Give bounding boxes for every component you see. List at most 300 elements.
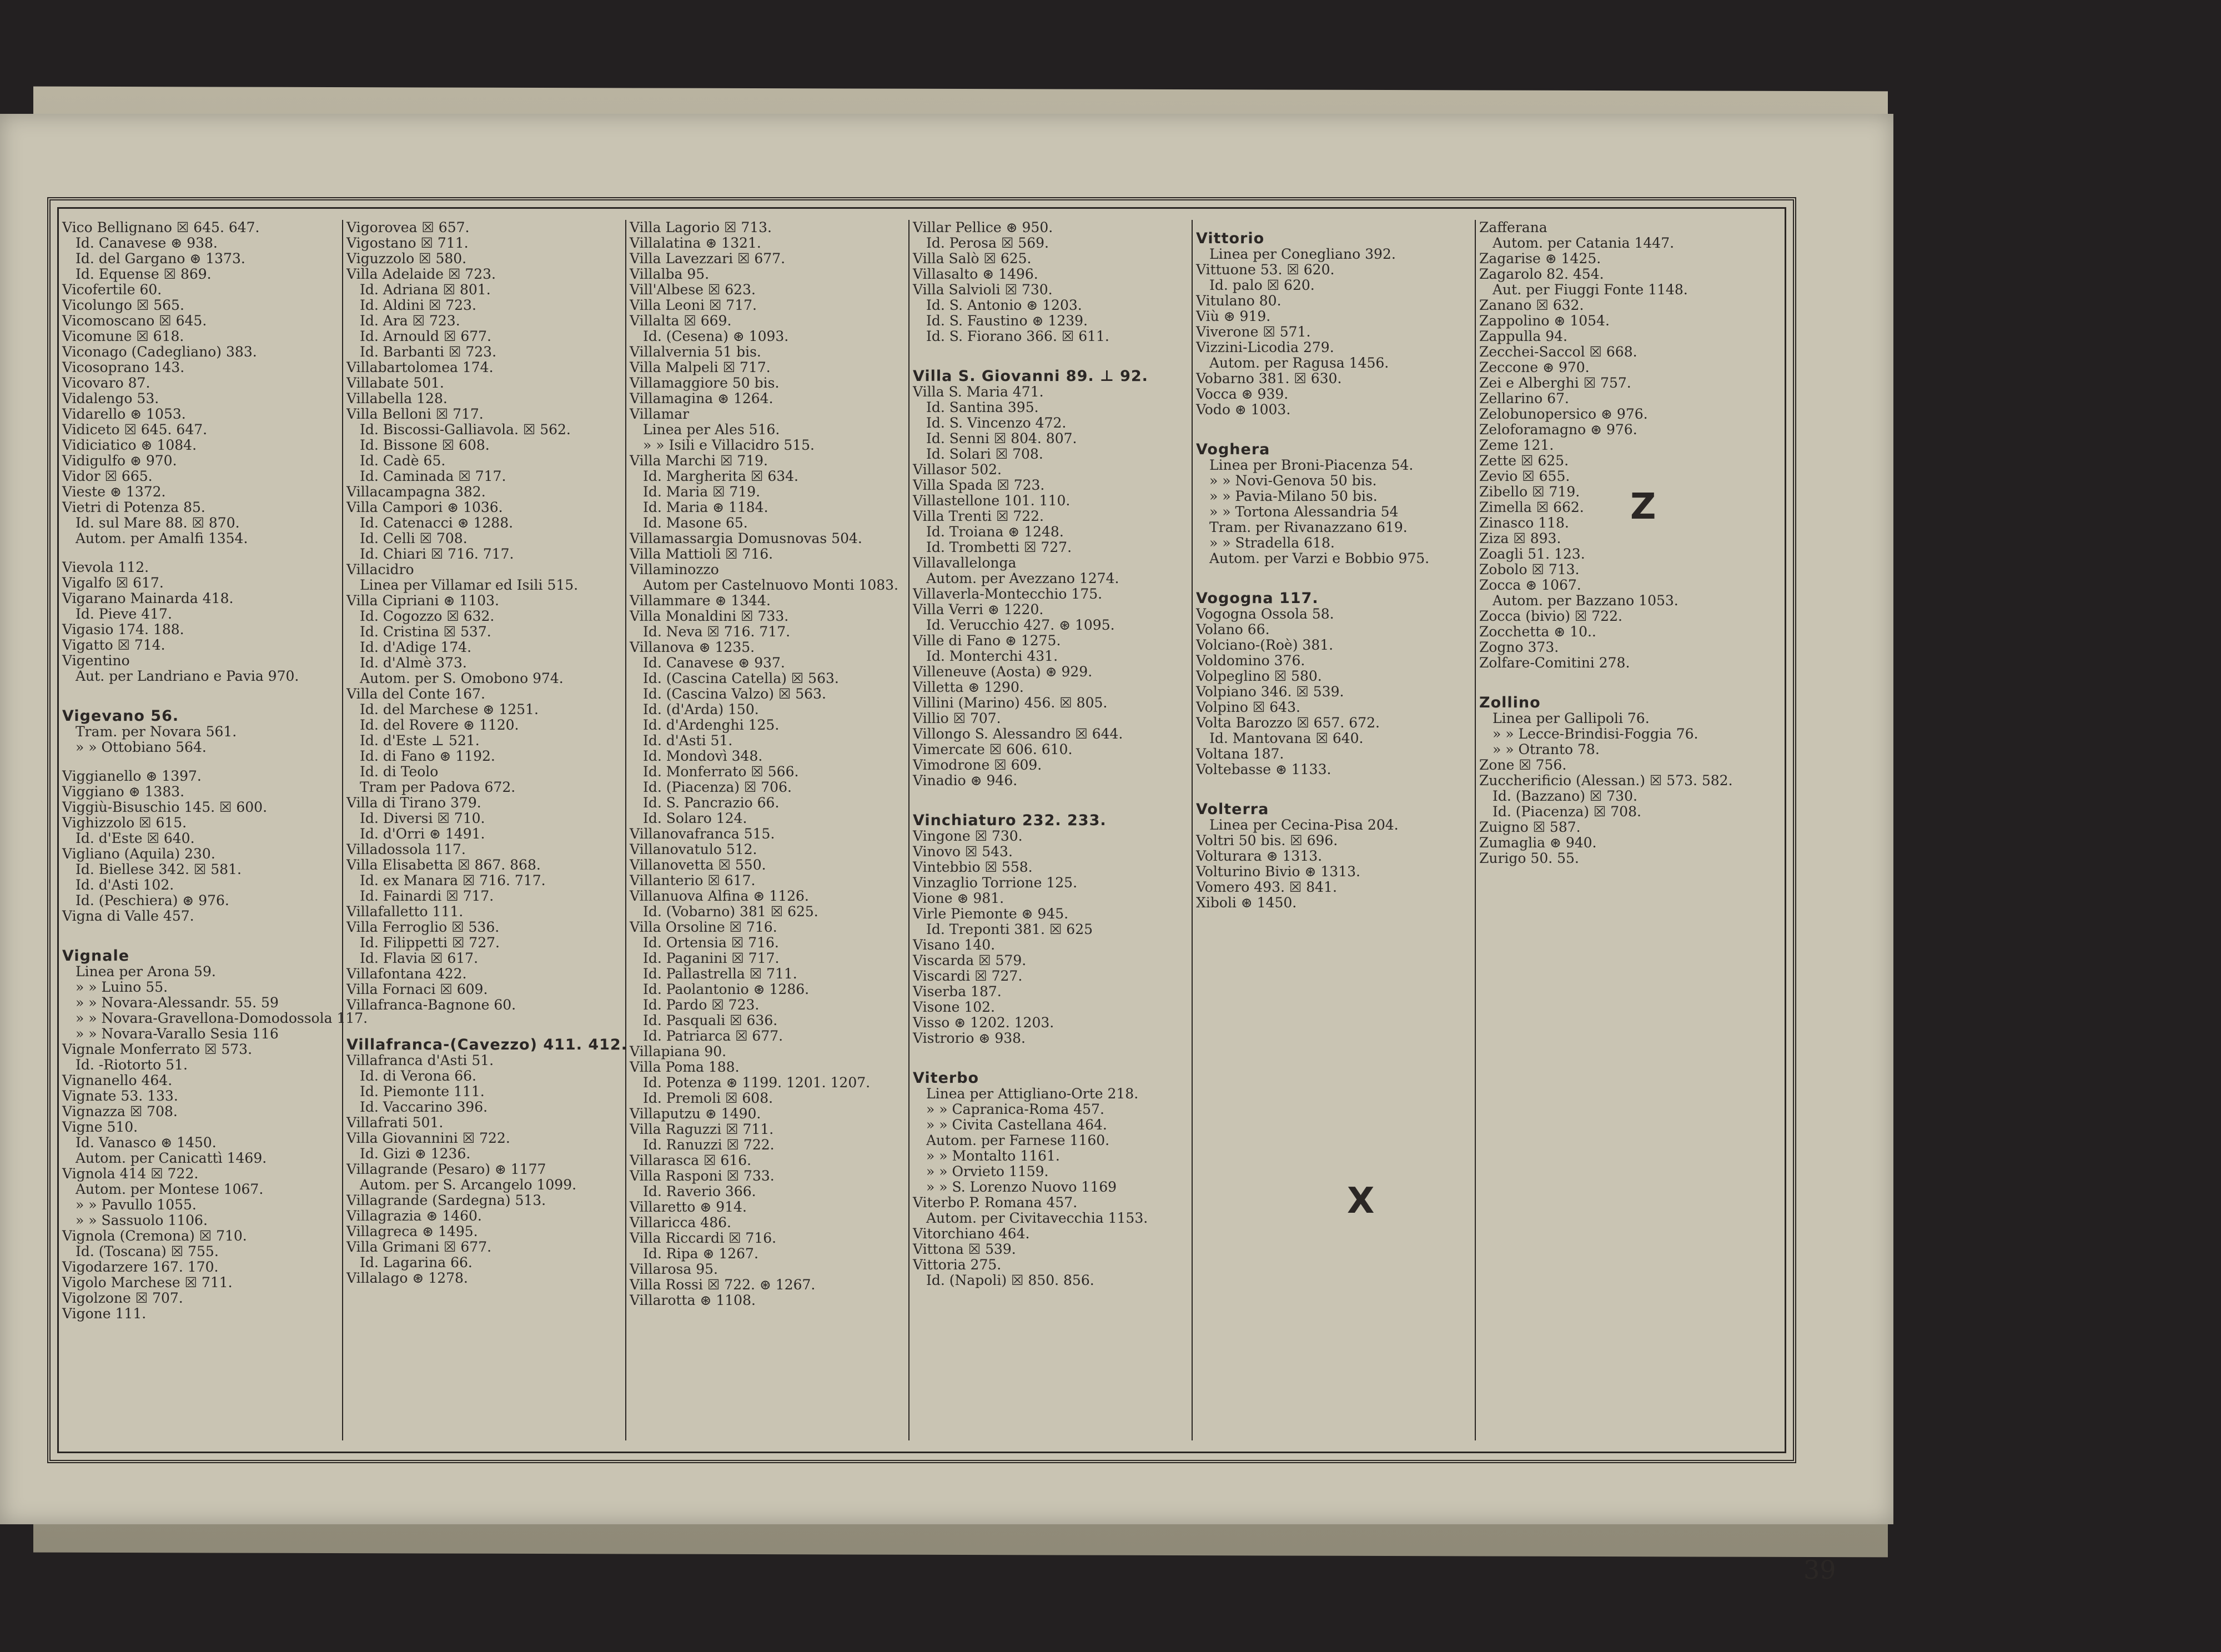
index-entry: Id. (Cesena) ⊛ 1093. [643,328,789,344]
index-entry: Autom. per Avezzano 1274. [926,570,1119,586]
index-entry: Voltana 187. [1196,746,1284,762]
index-entry: » » Lecce-Brindisi-Foggia 76. [1493,726,1699,742]
index-entry: Viserba 187. [913,983,1002,1000]
index-entry: Viscarda ☒ 579. [913,952,1027,968]
index-entry: Zolfare-Comitini 278. [1479,655,1630,671]
index-entry: Voghera [1196,441,1270,458]
index-entry: Villa Mattioli ☒ 716. [630,546,773,562]
index-entry: Tram. per Novara 561. [76,724,237,740]
index-entry: Autom. per Varzi e Bobbio 975. [1209,550,1430,566]
index-entry: Vigne 510. [62,1119,138,1135]
index-entry: Vigalfo ☒ 617. [62,575,164,591]
index-entry: Zecchei-Saccol ☒ 668. [1479,344,1637,360]
index-entry: Villa Orsoline ☒ 716. [630,919,777,935]
index-entry: Vocca ⊛ 939. [1196,386,1289,402]
index-entry: Id. Patriarca ☒ 677. [643,1028,783,1044]
index-entry: Zappulla 94. [1479,328,1567,344]
index-entry: Zibello ☒ 719. [1479,484,1580,500]
index-entry: Vigodarzere 167. 170. [62,1259,219,1275]
index-entry: Villarasca ☒ 616. [630,1152,752,1168]
index-entry: Vieste ⊛ 1372. [62,484,166,500]
index-entry: Viscardi ☒ 727. [913,968,1023,984]
index-entry: Autom per Castelnuovo Monti 1083. [643,577,898,593]
index-entry: Vigolzone ☒ 707. [62,1290,183,1306]
index-entry: Visone 102. [913,999,995,1015]
index-entry: Id. Ranuzzi ☒ 722. [643,1137,775,1153]
index-entry: Vitulano 80. [1196,293,1282,309]
index-entry: Zollino [1479,694,1541,711]
index-entry: Villagrazia ⊛ 1460. [346,1208,482,1224]
index-entry: Volterra [1196,801,1269,818]
index-entry: Zuigno ☒ 587. [1479,819,1581,835]
index-entry: Zumaglia ⊛ 940. [1479,835,1597,851]
index-entry: Villafontana 422. [346,966,467,982]
index-entry: Vittona ☒ 539. [913,1241,1016,1257]
index-entry: Villaminozzo [630,561,719,578]
index-entry: Id. Lagarina 66. [360,1254,473,1271]
index-entry: Autom. per Amalfi 1354. [76,530,248,546]
index-entry: Viguzzolo ☒ 580. [346,250,467,267]
index-entry: Id. d'Adige 174. [360,639,472,655]
index-entry: Id. (Cascina Catella) ☒ 563. [643,670,839,686]
spacer [913,344,1183,358]
index-entry: Zette ☒ 625. [1479,453,1569,469]
index-entry: Id. S. Faustino ⊛ 1239. [926,313,1088,329]
index-entry: Viggiù-Bisuschio 145. ☒ 600. [62,799,268,815]
index-entry: Autom. per S. Omobono 974. [360,670,564,686]
index-frame [47,197,1796,1463]
index-entry: Id. Arnould ☒ 677. [360,328,491,344]
index-entry: Viggiano ⊛ 1383. [62,784,185,800]
index-entry: Autom. per Montese 1067. [76,1181,264,1197]
index-entry: » » Novara-Varallo Sesia 116 [76,1026,279,1042]
index-entry: Id. Monterchi 431. [926,648,1058,664]
index-entry: Villa Spada ☒ 723. [913,477,1045,493]
spacer [62,924,333,937]
index-entry: Autom. per Catania 1447. [1493,235,1675,251]
index-entry: Villabella 128. [346,390,448,406]
index-entry: Villagrande (Pesaro) ⊛ 1177 [346,1161,546,1177]
index-entry: Id. Bissone ☒ 608. [360,437,490,453]
index-entry: Autom. per Farnese 1160. [926,1132,1110,1148]
index-entry: Viterbo [913,1069,979,1087]
index-entry: Vinzaglio Torrione 125. [913,875,1078,891]
index-entry: Id. Cadè 65. [360,453,446,469]
index-entry: Vomero 493. ☒ 841. [1196,879,1337,895]
index-entry: Vigliano (Aquila) 230. [62,846,215,862]
index-entry: Vidalengo 53. [62,390,159,406]
index-entry: Villamagina ⊛ 1264. [630,390,773,406]
index-entry: Id. Equense ☒ 869. [76,266,212,282]
index-entry: Id. Solaro 124. [643,810,747,826]
index-entry: Villafrati 501. [346,1114,444,1131]
index-entry: Autom. per Ragusa 1456. [1209,355,1389,371]
index-entry: Id. Fainardi ☒ 717. [360,888,494,904]
index-entry: Zei e Alberghi ☒ 757. [1479,375,1631,391]
index-entry: Vicovaro 87. [62,375,150,391]
index-entry: Autom. per Canicattì 1469. [76,1150,267,1166]
index-column-1 [59,219,368,1440]
index-entry: Vicomune ☒ 618. [62,328,184,344]
index-column-3 [625,220,903,1440]
index-entry: Vittuone 53. ☒ 620. [1196,262,1335,278]
index-entry: Id. Margherita ☒ 634. [643,468,798,484]
index-entry: » » Pavullo 1055. [76,1197,197,1213]
index-entry: Id. Treponti 381. ☒ 625 [926,921,1093,937]
index-entry: Zeme 121. [1479,437,1554,453]
index-entry: Villavallelonga [913,555,1017,571]
index-entry: Id. Canavese ⊛ 938. [76,235,218,251]
index-entry: Id. (Peschiera) ⊛ 976. [76,892,229,908]
index-entry: Id. Aldini ☒ 723. [360,297,476,313]
index-entry: Zuccherificio (Alessan.) ☒ 573. 582. [1479,772,1733,789]
index-entry: Villalba 95. [630,266,710,282]
index-entry: Id. Piemonte 111. [360,1083,485,1099]
spacer [913,789,1183,802]
index-entry: Vigentino [62,652,130,669]
index-entry: Villa Salò ☒ 625. [913,250,1032,267]
index-entry: Id. Catenacci ⊛ 1288. [360,515,514,531]
index-entry: » » Capranica-Roma 457. [926,1101,1104,1117]
spacer [1196,418,1466,431]
spacer [62,684,333,697]
index-entry: Volturino Bivio ⊛ 1313. [1196,863,1360,880]
index-entry: Villammare ⊛ 1344. [630,592,771,609]
index-entry: Xiboli ⊛ 1450. [1196,895,1297,911]
section-letter-z: Z [1630,486,1656,528]
index-entry: Villa Poma 188. [630,1059,740,1075]
index-entry: Villa Verri ⊛ 1220. [913,601,1044,617]
index-entry: Autom. per Bazzano 1053. [1493,592,1679,609]
index-entry: Villalago ⊛ 1278. [346,1270,468,1286]
index-entry: Zocchetta ⊛ 10.. [1479,624,1596,640]
index-entry: Villapiana 90. [630,1043,727,1060]
index-entry: Vogogna Ossola 58. [1196,606,1334,622]
index-entry: » » Ottobiano 564. [76,739,207,755]
index-entry: Villongo S. Alessandro ☒ 644. [913,726,1123,742]
index-entry: Id. d'Este ⊥ 521. [360,732,480,749]
index-entry: Villanterio ☒ 617. [630,872,756,888]
index-entry: Villagrande (Sardegna) 513. [346,1192,546,1208]
index-entry: Villa Leoni ☒ 717. [630,297,757,313]
index-entry: Id. Pallastrella ☒ 711. [643,966,797,982]
index-entry: Zafferana [1479,219,1547,235]
index-entry: Id. S. Vincenzo 472. [926,415,1067,431]
index-entry: Volciano-(Roè) 381. [1196,637,1334,653]
index-entry: Id. Maria ⊛ 1184. [643,499,768,515]
index-entry: Id. Masone 65. [643,515,748,531]
index-entry: Linea per Cecina-Pisa 204. [1209,817,1399,833]
index-entry: Villasor 502. [913,461,1002,478]
index-entry: Villanovafranca 515. [630,826,775,842]
index-entry: Villafranca-Bagnone 60. [346,997,516,1013]
index-entry: Id. Troiana ⊛ 1248. [926,524,1064,540]
index-entry: Vico Bellignano ☒ 645. 647. [62,219,260,235]
index-entry: Vigolo Marchese ☒ 711. [62,1274,233,1291]
index-entry: Villa S. Giovanni 89. ⊥ 92. [913,368,1148,385]
index-entry: Villaretto ⊛ 914. [630,1199,747,1215]
index-entry: Id. S. Fiorano 366. ☒ 611. [926,328,1109,344]
index-entry: Visso ⊛ 1202. 1203. [913,1015,1054,1031]
spacer [913,1046,1183,1060]
index-entry: Villalta ☒ 669. [630,313,732,329]
index-entry: Vimercate ☒ 606. 610. [913,741,1073,757]
index-entry: Vigevano 56. [62,707,179,725]
index-entry: » » Orvieto 1159. [926,1163,1049,1179]
index-entry: Vighizzolo ☒ 615. [62,815,187,831]
index-entry: Vicomoscano ☒ 645. [62,313,207,329]
index-entry: » » Isili e Villacidro 515. [643,437,815,453]
index-entry: Viterbo P. Romana 457. [913,1194,1078,1211]
index-entry: Id. Verucchio 427. ⊛ 1095. [926,617,1115,633]
index-entry: Vodo ⊛ 1003. [1196,401,1291,418]
index-entry: Viconago (Cadegliano) 383. [62,344,257,360]
index-entry: Id. Chiari ☒ 716. 717. [360,546,514,562]
index-entry: Villamassargia Domusnovas 504. [630,530,862,546]
index-entry: Vistrorio ⊛ 938. [913,1030,1026,1046]
index-entry: Vievola 112. [62,559,149,575]
index-entry: Villasalto ⊛ 1496. [913,266,1038,282]
index-entry: Vignazza ☒ 708. [62,1103,178,1119]
index-entry: Vintebbio ☒ 558. [913,859,1033,875]
index-entry: Villa Marchi ☒ 719. [630,453,768,469]
index-entry: Villanovetta ☒ 550. [630,857,766,873]
index-entry: Zevio ☒ 655. [1479,468,1570,484]
index-entry: Volpino ☒ 643. [1196,699,1300,715]
index-entry: Zimella ☒ 662. [1479,499,1584,515]
index-column-5 [1192,220,1469,1440]
index-entry: Voltebasse ⊛ 1133. [1196,761,1331,777]
index-entry: Id. del Marchese ⊛ 1251. [360,701,539,717]
index-entry: Villaputzu ⊛ 1490. [630,1106,761,1122]
index-entry: Villacampagna 382. [346,484,486,500]
index-entry: Vingone ☒ 730. [913,828,1023,844]
index-entry: Id. Potenza ⊛ 1199. 1201. 1207. [643,1074,871,1091]
index-entry: Villanova ⊛ 1235. [630,639,755,655]
index-entry: Vignola 414 ☒ 722. [62,1166,199,1182]
index-entry: Vinadio ⊛ 946. [913,772,1018,789]
spacer [62,755,333,769]
index-entry: Villarosa 95. [630,1261,718,1277]
index-entry: Vimodrone ☒ 609. [913,757,1042,773]
index-entry: Id. Pardo ☒ 723. [643,997,760,1013]
index-entry: Villa S. Maria 471. [913,384,1044,400]
index-entry: Linea per Ales 516. [643,421,780,438]
index-entry: Vitorchiano 464. [913,1226,1030,1242]
index-entry: Id. d'Orri ⊛ 1491. [360,826,485,842]
index-entry: Id. di Teolo [360,764,439,780]
index-entry: Vittoria 275. [913,1257,1002,1273]
index-entry: Villa Cipriani ⊛ 1103. [346,592,499,609]
index-entry: Id. Pieve 417. [76,606,172,622]
index-column-4 [908,220,1186,1440]
index-entry: Id. Paolantonio ⊛ 1286. [643,981,810,997]
index-entry: Linea per Attigliano-Orte 218. [926,1086,1139,1102]
index-entry: Voltri 50 bis. ☒ 696. [1196,832,1338,848]
index-entry: Villa Rossi ☒ 722. ⊛ 1267. [630,1277,816,1293]
index-entry: Linea per Arona 59. [76,963,216,980]
index-entry: Vicofertile 60. [62,282,162,298]
index-entry: Vignale Monferrato ☒ 573. [62,1041,253,1057]
index-entry: Vigone 111. [62,1305,147,1322]
index-entry: Id. di Fano ⊛ 1192. [360,748,495,764]
index-entry: Zelobunopersico ⊛ 976. [1479,406,1648,422]
index-entry: Autom. per S. Arcangelo 1099. [360,1177,577,1193]
index-entry: Villamar [630,406,690,422]
index-entry: Villabate 501. [346,375,444,391]
index-frame-inner [57,207,1786,1453]
book-page [0,114,1893,1585]
index-entry: Id. S. Pancrazio 66. [643,795,780,811]
index-entry: Id. di Verona 66. [360,1068,476,1084]
index-entry: Aut. per Fiuggi Fonte 1148. [1493,282,1688,298]
index-entry: Vidigulfo ⊛ 970. [62,453,177,469]
index-entry: Tram. per Rivanazzano 619. [1209,519,1408,535]
page-number: 39 [1803,1555,1836,1585]
index-entry: Villafranca-(Cavezzo) 411. 412. [346,1036,627,1053]
index-entry: Id. Caminada ☒ 717. [360,468,506,484]
index-entry: Id. Gizi ⊛ 1236. [360,1146,471,1162]
index-entry: Villa di Tirano 379. [346,795,481,811]
index-entry: Zocca (bivio) ☒ 722. [1479,608,1622,624]
index-entry: Villini (Marino) 456. ☒ 805. [913,695,1108,711]
index-entry: Viggianello ⊛ 1397. [62,768,202,784]
index-entry: Vill'Albese ☒ 623. [630,282,756,298]
index-entry: » » Luino 55. [76,979,168,995]
index-entry: Id. Pasquali ☒ 636. [643,1012,778,1028]
index-entry: Vigarano Mainarda 418. [62,590,234,606]
index-entry: Virle Piemonte ⊛ 945. [913,906,1069,922]
index-entry: » » Pavia-Milano 50 bis. [1209,488,1378,504]
index-entry: Id. Canavese ⊛ 937. [643,655,785,671]
index-entry: Id. Neva ☒ 716. 717. [643,624,791,640]
index-column-2 [342,219,627,1440]
index-entry: Id. Paganini ☒ 717. [643,950,780,966]
index-entry: Vione ⊛ 981. [913,890,1004,906]
index-entry: » » Otranto 78. [1493,741,1600,757]
index-entry: Id. (Bazzano) ☒ 730. [1493,788,1637,804]
index-entry: Zellarino 67. [1479,390,1569,406]
index-entry: Linea per Broni-Piacenza 54. [1209,457,1414,473]
index-entry: Id. Raverio 366. [643,1183,756,1199]
index-entry: Ziza ☒ 893. [1479,530,1561,546]
index-entry: Villa Trenti ☒ 722. [913,508,1044,524]
index-entry: Ville di Fano ⊛ 1275. [913,632,1061,649]
index-entry: Vigasio 174. 188. [62,621,184,637]
index-entry: Vigatto ☒ 714. [62,637,165,653]
index-entry: Vignola (Cremona) ☒ 710. [62,1228,247,1244]
index-entry: Vizzini-Licodia 279. [1196,339,1334,355]
index-entry: Id. (Piacenza) ☒ 706. [643,779,792,795]
index-entry: Villa Belloni ☒ 717. [346,406,484,422]
index-entry: Villa Elisabetta ☒ 867. 868. [346,857,541,873]
spacer [62,546,333,560]
index-entry: Villagreca ⊛ 1495. [346,1223,478,1239]
index-entry: Vigna di Valle 457. [62,908,194,924]
index-entry: Id. Celli ☒ 708. [360,530,468,546]
index-entry: » » Montalto 1161. [926,1148,1060,1164]
index-entry: Villaverla-Montecchio 175. [913,586,1103,602]
index-entry: Id. Premoli ☒ 608. [643,1090,773,1106]
index-entry: Vinchiaturo 232. 233. [913,812,1107,829]
index-entry: Villa del Conte 167. [346,686,485,702]
index-entry: Id. (Vobarno) 381 ☒ 625. [643,903,818,920]
index-entry: Id. (Toscana) ☒ 755. [76,1243,219,1259]
index-entry: Villafranca d'Asti 51. [346,1052,494,1068]
index-entry: Villamaggiore 50 bis. [630,375,780,391]
index-entry: Id. ex Manara ☒ 716. 717. [360,872,546,888]
index-entry: Villa Fornaci ☒ 609. [346,981,488,997]
index-entry: Vobarno 381. ☒ 630. [1196,370,1342,386]
index-entry: Villafalletto 111. [346,903,464,920]
index-entry: Id. Vaccarino 396. [360,1099,488,1115]
index-entry: Linea per Villamar ed Isili 515. [360,577,579,593]
index-entry: Id. (Napoli) ☒ 850. 856. [926,1272,1094,1288]
index-entry: Tram per Padova 672. [360,779,516,795]
spacer [1479,671,1782,684]
index-entry: Id. del Rovere ⊛ 1120. [360,717,519,733]
index-entry: Zobolo ☒ 713. [1479,561,1580,578]
index-entry: Villa Lagorio ☒ 713. [630,219,772,235]
index-entry: Villadossola 117. [346,841,466,857]
index-entry: » » Civita Castellana 464. [926,1117,1107,1133]
index-entry: Volpeglino ☒ 580. [1196,668,1322,684]
index-entry: Villastellone 101. 110. [913,493,1071,509]
index-entry: Villanovatulo 512. [630,841,757,857]
index-entry: Villalatina ⊛ 1321. [630,235,761,251]
index-entry: Linea per Conegliano 392. [1209,246,1396,262]
index-entry: Villa Raguzzi ☒ 711. [630,1121,774,1137]
index-entry: Id. Flavia ☒ 617. [360,950,479,966]
index-entry: Zanano ☒ 632. [1479,297,1584,313]
index-entry: Vigorovea ☒ 657. [346,219,470,235]
index-entry: Id. sul Mare 88. ☒ 870. [76,515,240,531]
index-entry: Id. Santina 395. [926,399,1039,415]
index-entry: » » Tortona Alessandria 54 [1209,504,1399,520]
index-entry: Id. Solari ☒ 708. [926,446,1043,462]
index-column-6 [1475,220,1786,1440]
index-entry: Villa Ferroglio ☒ 536. [346,919,500,935]
index-entry: Id. Maria ☒ 719. [643,484,761,500]
index-entry: Zappolino ⊛ 1054. [1479,313,1610,329]
index-entry: Villacidro [346,561,414,578]
index-entry: Id. S. Antonio ⊛ 1203. [926,297,1082,313]
index-entry: Id. Biellese 342. ☒ 581. [76,861,242,877]
index-entry: Linea per Gallipoli 76. [1493,710,1650,726]
index-entry: » » S. Lorenzo Nuovo 1169 [926,1179,1117,1195]
index-entry: Id. d'Asti 51. [643,732,733,749]
index-entry: Zoagli 51. 123. [1479,546,1585,562]
index-entry: Id. Cogozzo ☒ 632. [360,608,495,624]
index-entry: Volturara ⊛ 1313. [1196,848,1323,864]
index-entry: Vicolungo ☒ 565. [62,297,184,313]
index-entry: Id. (d'Arda) 150. [643,701,759,717]
index-entry: Villeneuve (Aosta) ⊛ 929. [913,664,1093,680]
section-letter-x: X [1347,1181,1375,1222]
index-entry: Vicosoprano 143. [62,359,185,375]
index-entry: Vignale [62,947,130,965]
index-entry: Id. del Gargano ⊛ 1373. [76,250,245,267]
index-entry: Id. (Cascina Valzo) ☒ 563. [643,686,826,702]
index-entry: Autom. per Civitavecchia 1153. [926,1210,1148,1226]
index-entry: Villa Malpeli ☒ 717. [630,359,771,375]
index-entry: Id. Ara ☒ 723. [360,313,460,329]
index-entry: Aut. per Landriano e Pavia 970. [76,668,299,684]
index-entry: Vigostano ☒ 711. [346,235,469,251]
index-entry: Volpiano 346. ☒ 539. [1196,684,1344,700]
index-entry: » » Novi-Genova 50 bis. [1209,473,1377,489]
index-entry: Viù ⊛ 919. [1196,308,1271,324]
